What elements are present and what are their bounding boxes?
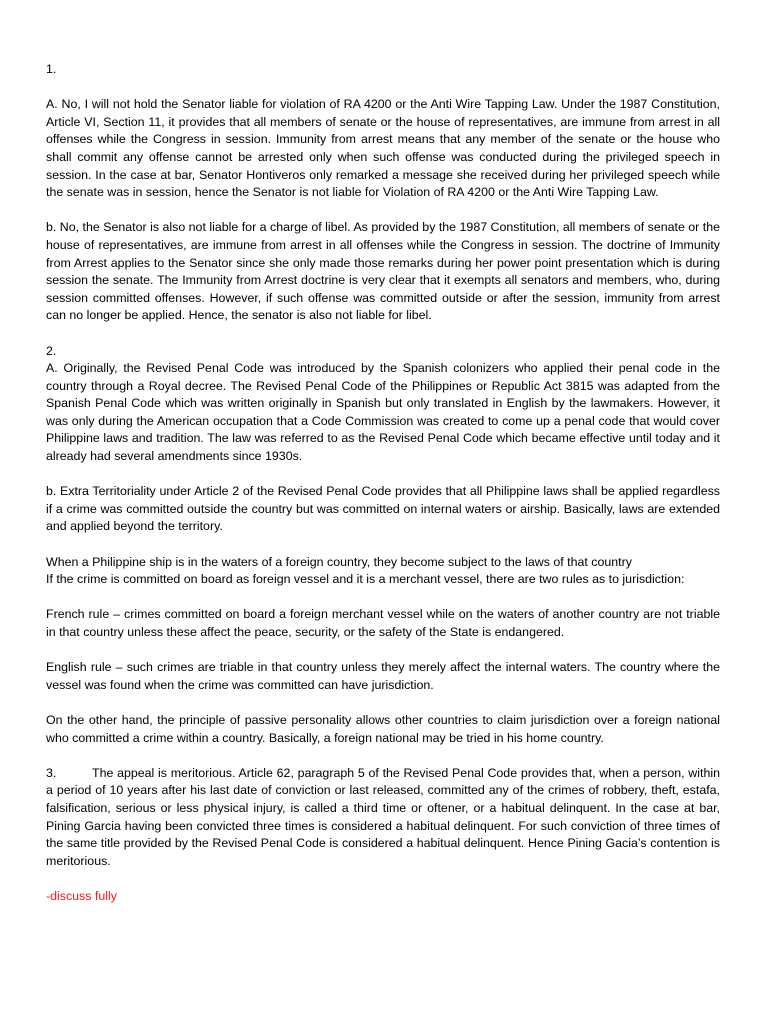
question-3-number: 3.	[46, 765, 57, 780]
answer-2a-paragraph: A. Originally, the Revised Penal Code was introduced by the Spanish colonizers who applied their penal code in the country through a Royal decree. The Revised Penal Code of the Philippines or Republic Act 3815 was adapted from the Spanish Penal Code which was written originally in Spanish but only translated in English by the lawmakers. However, it was only during the American occupation that a Code Commission was created to come up a penal code that would cover Philippine laws and tradition. The law was referred to as the Revised Penal Code which became effective until today and it already had several amendments since 1930s.	[46, 361, 720, 464]
answer-2b-paragraph: b. Extra Territoriality under Article 2 of the Revised Penal Code provides that all Philippine laws shall be applied regardless if a crime was committed outside the country but was committed on internal waters or airship. Basically, laws are extended and applied beyond the territory.	[46, 484, 720, 534]
answer-3-paragraph	[46, 765, 720, 871]
answer-3-text: The appeal is meritorious. Article 62, paragraph 5 of the Revised Penal Code provides that, when a person, within a period of 10 years after his last date of conviction or last released, committed any of the crimes of robbery, theft, estafa, falsification, serious or less physical injury, is called a third time or oftener, or a habitual delinquent. In the case at bar, Pining Garcia having been convicted three times is considered a habitual delinquent. For such conviction of three times of the same title provided by the Revised Penal Code is considered a habitual delinquent. Hence Pining Gacia’s contention is meritorious.	[46, 765, 720, 868]
discuss-fully-note: -discuss fully	[46, 888, 117, 903]
question-1-number: 1.	[46, 62, 57, 76]
document-page	[46, 61, 720, 906]
french-rule-paragraph: French rule – crimes committed on board a foreign merchant vessel while on the waters of another country are not triable in that country unless these affect the peace, security, or the safety of the State is endangered.	[46, 607, 720, 639]
question-2-number: 2.	[46, 343, 57, 358]
answer-1a-paragraph: A. No, I will not hold the Senator liable for violation of RA 4200 or the Anti Wire Tapping Law. Under the 1987 Constitution, Article VI, Section 11, it provides that all members of senate or the house of representatives, are immune from arrest in all offenses while the Congress in session. Immunity from arrest means that any member of the senate or the house who shall commit any offense cannot be arrested only when such offense was conducted during the privileged speech in session. In the case at bar, Senator Hontiveros only remarked a message she received during her privileged speech while the senate was in session, hence the Senator is not liable for Violation of RA 4200 or the Anti Wire Tapping Law.	[46, 97, 720, 200]
ship-rule-line-2: If the crime is committed on board as foreign vessel and it is a merchant vessel, there are two rules as to jurisdiction:	[46, 572, 685, 587]
passive-personality-paragraph: On the other hand, the principle of passive personality allows other countries to claim jurisdiction over a foreign national who committed a crime within a country. Basically, a foreign national may be tried in his home country.	[46, 712, 720, 745]
answer-1b-paragraph: b. No, the Senator is also not liable for a charge of libel. As provided by the 1987 Constitution, all members of senate or the house of representatives, are immune from arrest in all offenses while the Congress in session. The doctrine of Immunity from Arrest applies to the Senator since she only made those remarks during her power point presentation which is during session the senate. The Immunity from Arrest doctrine is very clear that it exempts all senators and members, who, during session committed offenses. However, if such offense was committed outside or after the session, immunity from arrest can no longer be applied. Hence, the senator is also not liable for libel.	[46, 220, 720, 323]
ship-rule-line-1: When a Philippine ship is in the waters of a foreign country, they become subject to the laws of that country	[46, 554, 632, 569]
english-rule-paragraph: English rule – such crimes are triable in that country unless they merely affect the internal waters. The country where the vessel was found when the crime was committed can have jurisdiction.	[46, 660, 720, 692]
